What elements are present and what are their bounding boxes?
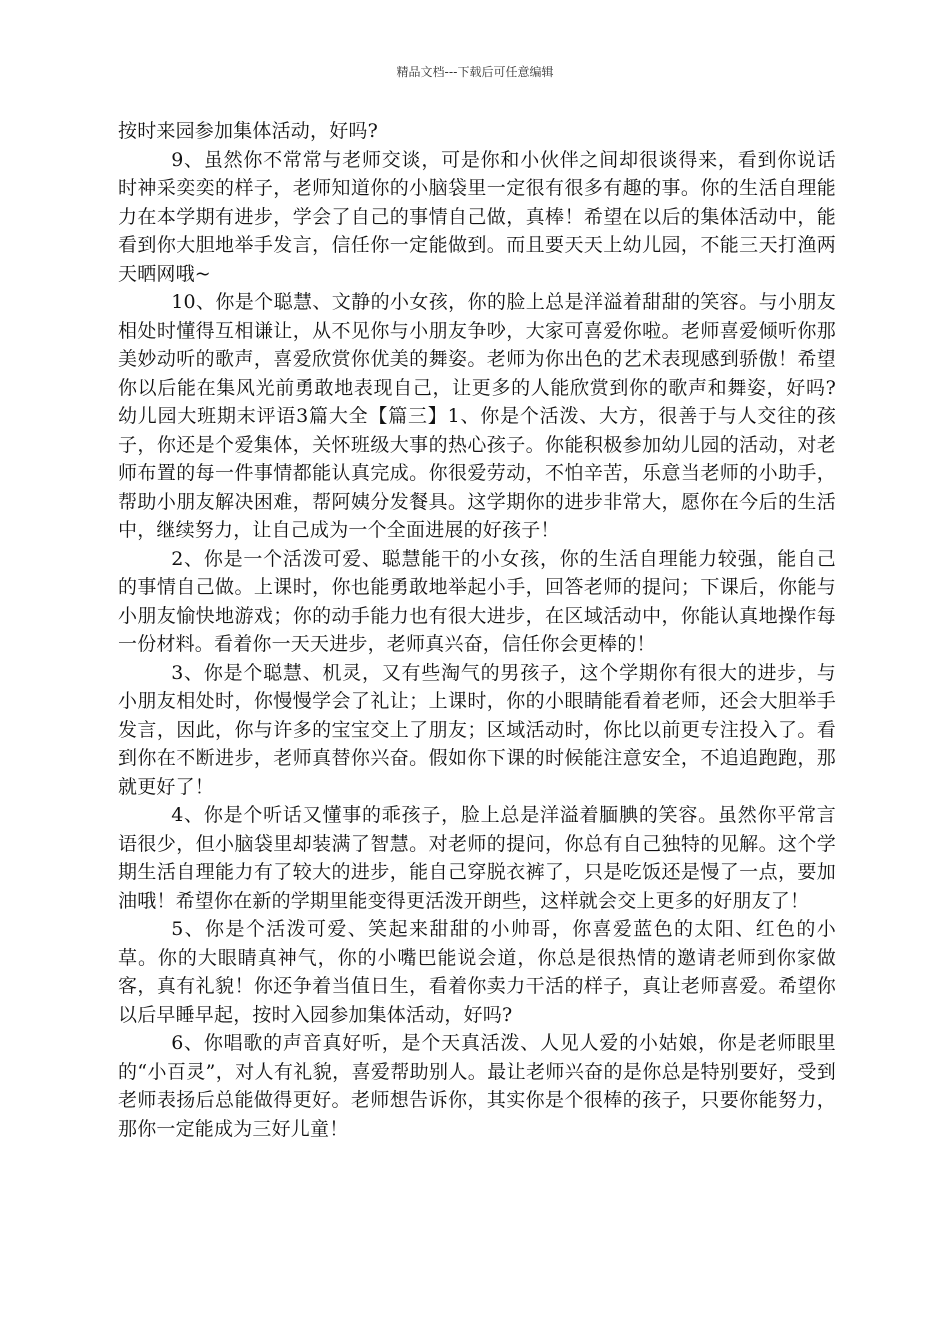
paragraph: 按时来园参加集体活动，好吗? <box>118 120 378 142</box>
paragraph: 4、你是个听话又懂事的乖孩子，脸上总是洋溢着腼腆的笑容。虽然你平常言语很少，但小脑袋里却装满了智慧。对老师的提问，你总有自己独特的见解。这个学期生活自理能力有了较大的进步，能自己穿脱衣裤了，只是吃饭还是慢了一点，要加油哦！希望你在新的学期里能变得更活泼开朗些，这样就会交上更多的好朋友了！ <box>118 804 836 912</box>
paragraph: 5、你是个活泼可爱、笑起来甜甜的小帅哥，你喜爱蓝色的太阳、红色的小草。你的大眼睛真神气，你的小嘴巴能说会道，你总是很热情的邀请老师到你家做客，真有礼貌！你还争着当值日生，看着你卖力干活的样子，真让老师喜爱。希望你以后早睡早起，按时入园参加集体活动，好吗? <box>118 918 836 1026</box>
paragraph: 10、你是个聪慧、文静的小女孩，你的脸上总是洋溢着甜甜的笑容。与小朋友相处时懂得互相谦让，从不见你与小朋友争吵，大家可喜爱你啦。老师喜爱倾听你那美妙动听的歌声，喜爱欣赏你优美的舞姿。老师为你出色的艺术表现感到骄傲！希望你以后能在集风光前勇敢地表现自己，让更多的人能欣赏到你的歌声和舞姿，好吗?幼儿园大班期末评语3篇大全【篇三】1、你是个活泼、大方，很善于与人交往的孩子，你还是个爱集体，关怀班级大事的热心孩子。你能积极参加幼儿园的活动，对老师布置的每一件事情都能认真完成。你很爱劳动，不怕辛苦，乐意当老师的小助手，帮助小朋友解决困难，帮阿姨分发餐具。这学期你的进步非常大，愿你在今后的生活中，继续努力，让自己成为一个全面进展的好孩子！ <box>118 291 836 541</box>
paragraph: 2、你是一个活泼可爱、聪慧能干的小女孩，你的生活自理能力较强，能自己的事情自己做。上课时，你也能勇敢地举起小手，回答老师的提问；下课后，你能与小朋友愉快地游戏；你的动手能力也有很大进步，在区域活动中，你能认真地操作每一份材料。看着你一天天进步，老师真兴奋，信任你会更棒的！ <box>118 547 836 655</box>
paragraph: 9、虽然你不常常与老师交谈，可是你和小伙伴之间却很谈得来，看到你说话时神采奕奕的样子，老师知道你的小脑袋里一定很有很多有趣的事。你的生活自理能力在本学期有进步，学会了自己的事情自己做，真棒！希望在以后的集体活动中，能看到你大胆地举手发言，信任你一定能做到。而且要天天上幼儿园，不能三天打渔两天晒网哦~ <box>118 148 836 285</box>
paragraph: 3、你是个聪慧、机灵，又有些淘气的男孩子，这个学期你有很大的进步，与小朋友相处时，你慢慢学会了礼让；上课时，你的小眼睛能看着老师，还会大胆举手发言，因此，你与许多的宝宝交上了朋友；区域活动时，你比以前更专注投入了。看到你在不断进步，老师真替你兴奋。假如你下课的时候能注意安全，不追追跑跑，那就更好了！ <box>118 661 836 798</box>
page-header: 精品文档---下载后可任意编辑 <box>396 65 554 79</box>
paragraph: 6、你唱歌的声音真好听，是个天真活泼、人见人爱的小姑娘，你是老师眼里的“小百灵”，对人有礼貌，喜爱帮助别人。最让老师兴奋的是你总是特别要好，受到老师表扬后总能做得更好。老师想告诉你，其实你是个很棒的孩子，只要你能努力，那你一定能成为三好儿童！ <box>118 1032 836 1140</box>
document-body <box>118 117 836 1143</box>
